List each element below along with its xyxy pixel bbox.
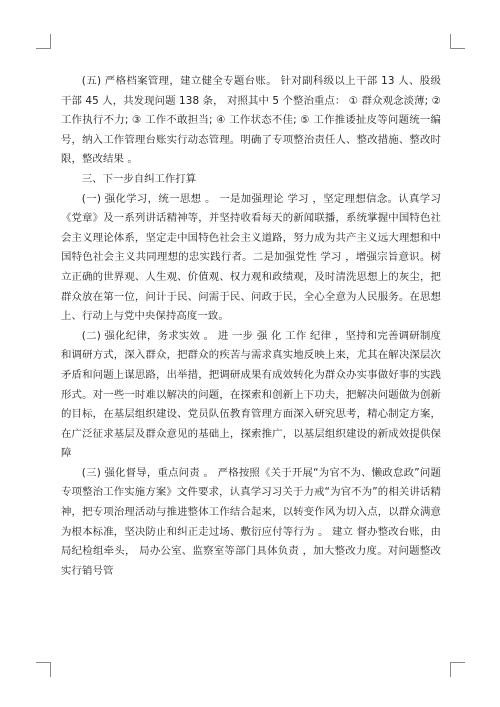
crop-mark-bottom-right xyxy=(450,662,465,677)
crop-mark-top-left xyxy=(36,34,51,49)
crop-mark-top-right xyxy=(450,34,465,49)
paragraph-strengthen-study: (一) 强化学习，统一思想 。 一是加强理论 学习 ，坚定理想信念。认真学习《党章》及一系列讲话精神等，并坚持收看每天的新闻联播，系统掌握中国特色社会主义理论体系，坚定走中国特色社会主义道路，努力成为共产主义远大理想和中国特色社会主义共同理想的忠实践行者。二是加强党性 学习 ，增强宗旨意识。树立正确的世界观、人生观、价值观、权力观和政绩观，及时清洗思想上的灰尘，把群众放在第一位，问计于民、问需于民、问政于民，全心全意为人民服务。在思想上、行动上与党中央保持高度一致。 xyxy=(61,192,441,323)
section-heading-next-steps: 三、下一步自纠工作打算 xyxy=(81,172,197,185)
paragraph-strengthen-discipline: (二) 强化纪律，务求实效 。 进 一步 强 化 工作 纪律 ，坚持和完善调研制度和调研方式，深入群众，把群众的疾苦与需求真实地反映上来，尤其在解决深层次矛盾和问题上谋思路，出举措，把调研成果有成效转化为群众办实事做好事的实践形式。对一些一时难以解决的问题，在探索和创新上下功夫，把解决问题做为创新的目标，在基层组织建设、党员队伍教育管理方面深入研究思考，精心制定方案，在广泛征求基层及群众意见的基础上，探索推广，以基层组织建设的新成效提供保障 xyxy=(61,329,441,460)
paragraph-strengthen-supervision: (三) 强化督导，重点问责 。 严格按照《关于开展“为官不为、懒政怠政”问题专项整治工作实施方案》文件要求，认真学习习关于力戒“为官不为”的相关讲话精神，把专项治理活动与推进整体工作结合起来，以转变作风为切入点，以群众满意为根本标准，坚决防止和纠正走过场、敷衍应付等行为 。 建立 督办整改台账，由 局纪检组牵头， 局办公室、监察室等部门具体负责 ，加大整改力度。对问题整改实行销号管 xyxy=(61,466,441,577)
paragraph-archive-management: (五) 严格档案管理，建立健全专题台账。 针对副科级以上干部 13 人、股级干部 45 人，共发现问题 138 条， 对照其中 5 个整治重点： ① 群众观念淡薄; ② 工作执行不力; ③ 工作不敢担当; ④ 工作状态不佳; ⑤ 工作推诿扯皮等问题统一编号，纳入工作管理台账实行动态管理。明确了专项整治责任人、整改措施、整改时限，整改结果 。 xyxy=(61,75,441,166)
document-body xyxy=(61,72,441,581)
crop-mark-bottom-left xyxy=(36,662,51,677)
